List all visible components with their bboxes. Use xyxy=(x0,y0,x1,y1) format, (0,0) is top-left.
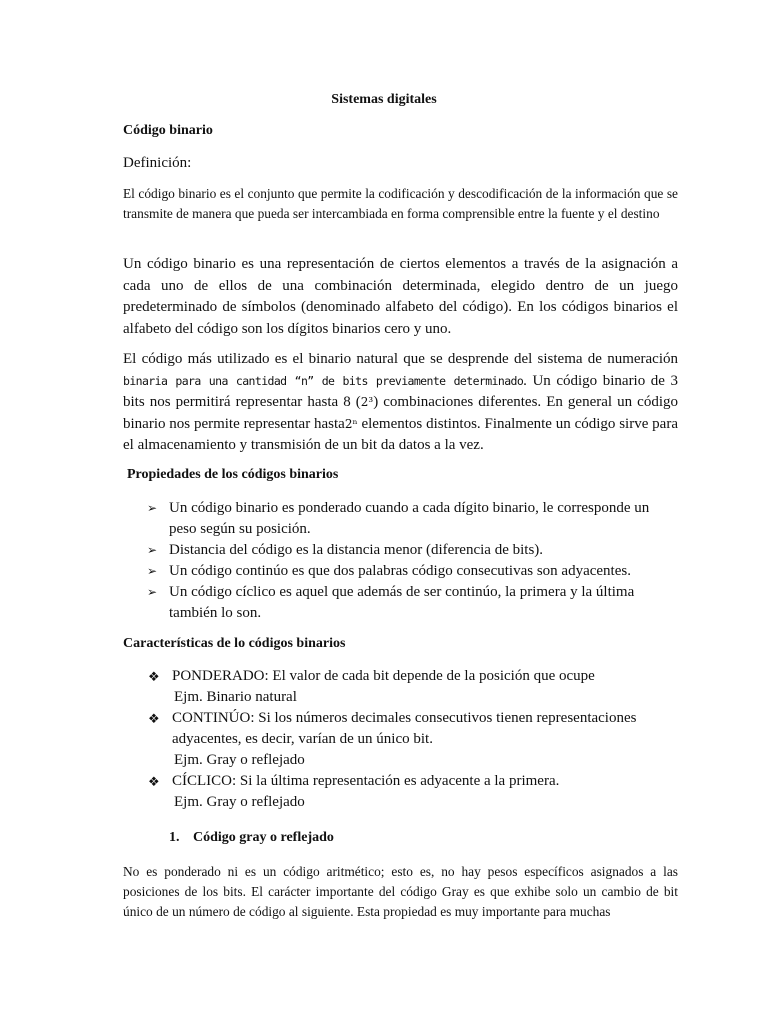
properties-list xyxy=(147,498,667,624)
page-title: Sistemas digitales xyxy=(331,92,437,107)
list-item-text: Un código cíclico es aquel que además de ser continúo, la primera y la última también lo son. xyxy=(169,584,635,621)
list-item-text: CONTINÚO: Si los números decimales consecutivos tienen representaciones adyacentes, es decir, varían de un único bit. xyxy=(172,710,637,747)
properties-heading: Propiedades de los códigos binarios xyxy=(127,467,339,482)
arrow-bullet-icon: ➢ xyxy=(147,543,158,557)
diamond-bullet-icon: ❖ xyxy=(148,711,160,726)
list-item xyxy=(147,582,667,624)
paragraph-text-alt-font: binaria para una cantidad “n” de bits previamente determinado xyxy=(123,373,524,388)
characteristics-heading: Características de lo códigos binarios xyxy=(123,636,346,651)
list-item-text: Un código binario es ponderado cuando a cada dígito binario, le corresponde un peso según su posición. xyxy=(169,500,650,537)
arrow-bullet-icon: ➢ xyxy=(147,564,158,578)
math-two-power-n: 2ⁿ xyxy=(344,416,358,431)
math-two-cubed: 2³ xyxy=(360,395,374,409)
list-item xyxy=(148,708,668,771)
paragraph-natural-binary xyxy=(123,349,678,457)
paragraph-definition: El código binario es el conjunto que permite la codificación y descodificación de la información que se transmite de manera que pueda ser intercambiada en forma comprensible entre la fuente y el destino xyxy=(123,186,678,221)
heading-number: 1. xyxy=(169,830,180,845)
paragraph-text: El código más utilizado es el binario natural que se desprende del sistema de numeración xyxy=(123,351,678,367)
list-item-text: CÍCLICO: Si la última representación es adyacente a la primera. xyxy=(172,773,560,789)
definition-label: Definición: xyxy=(123,155,192,171)
list-item-text: Distancia del código es la distancia menor (diferencia de bits). xyxy=(169,542,544,558)
diamond-bullet-icon: ❖ xyxy=(148,669,160,684)
paragraph-text: elementos distintos. Finalmente un código sirve para el almacenamiento y transmisión de un bit da datos a la vez. xyxy=(123,415,678,453)
list-item-text: Un código continúo es que dos palabras código consecutivas son adyacentes. xyxy=(169,563,631,579)
example-text: Ejm. Gray o reflejado xyxy=(174,752,305,768)
list-item xyxy=(147,498,667,540)
paragraph-representation: Un código binario es una representación de ciertos elementos a través de la asignación a cada uno de ellos de una combinación determinada, elegido dentro de un juego predeterminado de símbolos (denominado alfabeto del código). En los códigos binarios el alfabeto del código son los dígitos binarios cero y uno. xyxy=(123,256,678,337)
diamond-bullet-icon: ❖ xyxy=(148,774,160,789)
arrow-bullet-icon: ➢ xyxy=(147,501,158,515)
paragraph-gray-code: No es ponderado ni es un código aritmético; esto es, no hay pesos específicos asignados a las posiciones de los bits. El carácter importante del código Gray es que exhibe solo un cambio de bit único de un número de código al siguiente. Esta propiedad es muy importante para muchas xyxy=(123,864,678,919)
paragraph-text: ) combinaciones diferentes. En general un código binario nos permite representar hasta xyxy=(123,394,678,432)
list-item xyxy=(147,561,667,582)
list-item xyxy=(147,540,667,561)
section-heading: Código binario xyxy=(123,123,213,138)
arrow-bullet-icon: ➢ xyxy=(147,585,158,599)
paragraph-text: . Un código binario de 3 bits nos permitirá representar hasta 8 ( xyxy=(123,372,678,410)
gray-code-heading xyxy=(169,830,724,846)
heading-text: Código gray o reflejado xyxy=(193,830,334,845)
list-item xyxy=(148,771,668,813)
characteristics-list xyxy=(148,666,668,813)
example-text: Ejm. Gray o reflejado xyxy=(174,794,305,810)
example-text: Ejm. Binario natural xyxy=(174,689,297,705)
list-item xyxy=(148,666,668,708)
list-item-text: PONDERADO: El valor de cada bit depende de la posición que ocupe xyxy=(172,668,595,684)
